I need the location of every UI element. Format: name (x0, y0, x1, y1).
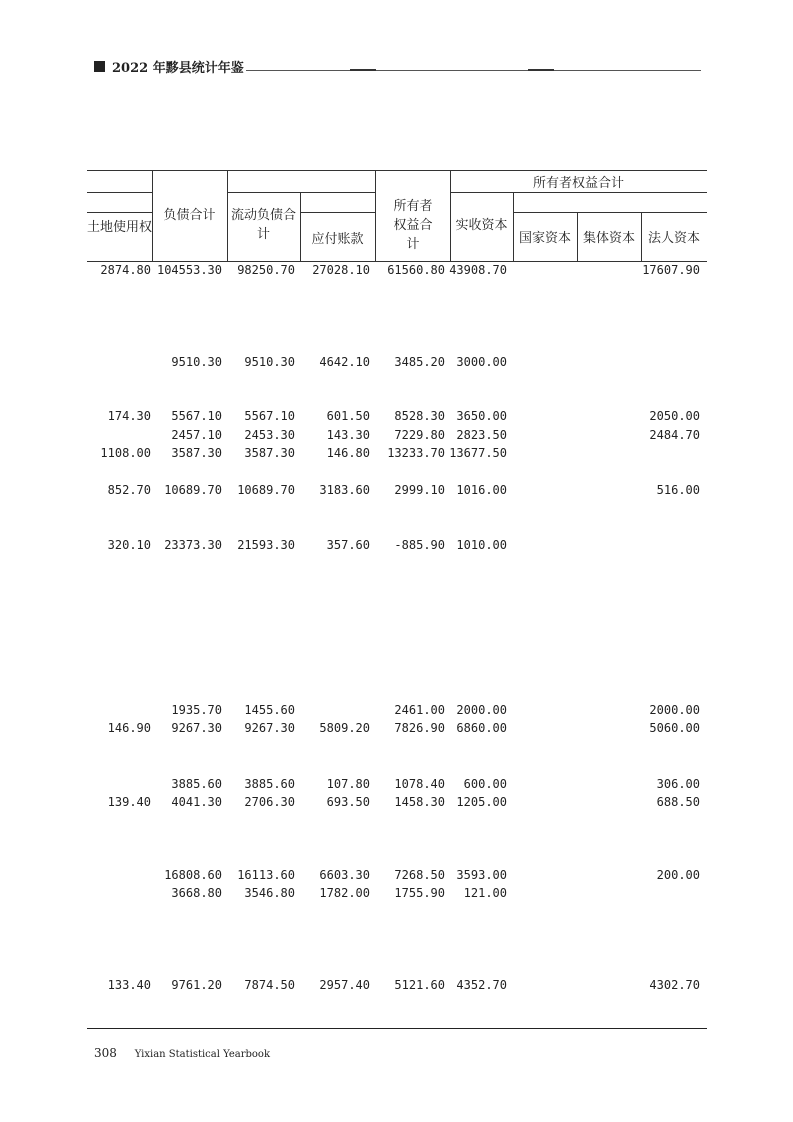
table-cell: 1455.60 (244, 703, 295, 717)
table-cell: 5567.10 (171, 409, 222, 423)
yearbook-title: 2022 年黟县统计年鉴 (112, 61, 244, 76)
table-cell: 7826.90 (394, 721, 445, 735)
table-cell: 4302.70 (649, 978, 700, 992)
table-cell: 852.70 (107, 483, 151, 497)
table-cell: 688.50 (656, 795, 700, 809)
book-title: Yixian Statistical Yearbook (134, 1049, 271, 1060)
table-row (87, 483, 707, 501)
table-cell: 21593.30 (237, 538, 295, 552)
header-accounts-payable: 应付账款 (311, 232, 364, 247)
table-cell: 104553.30 (156, 263, 222, 277)
table-cell: 3546.80 (244, 886, 295, 900)
header-total-equity: 所有者权益合计 (393, 199, 433, 252)
table-cell: 357.60 (326, 538, 370, 552)
page-footer (94, 1046, 270, 1060)
table-cell: 2000.00 (456, 703, 507, 717)
table-cell: 7268.50 (394, 868, 445, 882)
table-cell: 2999.10 (394, 483, 445, 497)
table-cell: 306.00 (656, 777, 700, 791)
table-cell: 3587.30 (171, 446, 222, 460)
table-cell: 3885.60 (244, 777, 295, 791)
table-cell: 600.00 (463, 777, 507, 791)
header-total-liabilities: 负债合计 (163, 208, 216, 223)
table-cell: 200.00 (656, 868, 700, 882)
table-cell: 1935.70 (171, 703, 222, 717)
table-row (87, 886, 707, 904)
table-cell: 3000.00 (456, 355, 507, 369)
table-cell: 1078.40 (394, 777, 445, 791)
table-cell: 3485.20 (394, 355, 445, 369)
table-cell: 13677.50 (449, 446, 507, 460)
black-square-icon (94, 61, 105, 72)
table-cell: 61560.80 (387, 263, 445, 277)
table-cell: 601.50 (326, 409, 370, 423)
table-cell: 27028.10 (312, 263, 370, 277)
table-cell: 320.10 (107, 538, 151, 552)
table-cell: 7874.50 (244, 978, 295, 992)
table-cell: 107.80 (326, 777, 370, 791)
table-cell: 3593.00 (456, 868, 507, 882)
table-row (87, 263, 707, 281)
header-rule (246, 70, 701, 71)
running-head (94, 57, 244, 76)
table-cell: 17607.90 (642, 263, 700, 277)
table-cell: 693.50 (326, 795, 370, 809)
table-cell: 3183.60 (319, 483, 370, 497)
header-collective-capital: 集体资本 (582, 231, 635, 246)
table-cell: 121.00 (463, 886, 507, 900)
table-cell: 98250.70 (237, 263, 295, 277)
header-equity-group: 所有者权益合计 (532, 176, 624, 191)
table-cell: 1782.00 (319, 886, 370, 900)
table-row (87, 703, 707, 721)
table-cell: 1205.00 (456, 795, 507, 809)
table-cell: 2874.80 (100, 263, 151, 277)
table-cell: 3668.80 (171, 886, 222, 900)
table-cell: 10689.70 (164, 483, 222, 497)
page-number: 308 (94, 1046, 117, 1060)
table-cell: 3587.30 (244, 446, 295, 460)
table-cell: 4642.10 (319, 355, 370, 369)
table-row (87, 409, 707, 427)
table-row (87, 538, 707, 556)
table-cell: 9510.30 (244, 355, 295, 369)
table-cell: 5567.10 (244, 409, 295, 423)
table-cell: 7229.80 (394, 428, 445, 442)
table-cell: 143.30 (326, 428, 370, 442)
table-cell: 2000.00 (649, 703, 700, 717)
table-cell: 1016.00 (456, 483, 507, 497)
table-cell: 1010.00 (456, 538, 507, 552)
table-row (87, 777, 707, 795)
table-cell: 1458.30 (394, 795, 445, 809)
table-cell: 4041.30 (171, 795, 222, 809)
table-cell: 10689.70 (237, 483, 295, 497)
table-cell: 4352.70 (456, 978, 507, 992)
table-cell: 5121.60 (394, 978, 445, 992)
table-row (87, 868, 707, 886)
table-cell: 2706.30 (244, 795, 295, 809)
table-cell: 6603.30 (319, 868, 370, 882)
table-cell: 5809.20 (319, 721, 370, 735)
table-row (87, 795, 707, 813)
table-cell: 2484.70 (649, 428, 700, 442)
table-cell: 3885.60 (171, 777, 222, 791)
table-cell: 6860.00 (456, 721, 507, 735)
table-cell: 1108.00 (100, 446, 151, 460)
table-cell: 2461.00 (394, 703, 445, 717)
table-cell: 5060.00 (649, 721, 700, 735)
header-current-liabilities: 流动负债合计 (230, 208, 296, 242)
table-cell: 43908.70 (449, 263, 507, 277)
header-state-capital: 国家资本 (518, 231, 571, 246)
table-header (87, 170, 707, 262)
table-cell: 3650.00 (456, 409, 507, 423)
table-row (87, 428, 707, 446)
table-row (87, 978, 707, 996)
table-cell: 2823.50 (456, 428, 507, 442)
table-cell: 2453.30 (244, 428, 295, 442)
table-cell: 146.90 (107, 721, 151, 735)
table-row (87, 355, 707, 373)
table-row (87, 721, 707, 739)
table-cell: -885.90 (394, 538, 445, 552)
header-land-use-rights: 土地使用权 (87, 220, 153, 235)
table-cell: 516.00 (656, 483, 700, 497)
table-cell: 9267.30 (244, 721, 295, 735)
table-cell: 23373.30 (164, 538, 222, 552)
table-cell: 16808.60 (164, 868, 222, 882)
table-cell: 16113.60 (237, 868, 295, 882)
table-cell: 1755.90 (394, 886, 445, 900)
header-legal-person-capital: 法人资本 (647, 231, 700, 246)
table-cell: 9267.30 (171, 721, 222, 735)
table-bottom-rule (87, 1028, 707, 1029)
table-cell: 13233.70 (387, 446, 445, 460)
table-cell: 146.80 (326, 446, 370, 460)
table-cell: 139.40 (107, 795, 151, 809)
table-cell: 133.40 (107, 978, 151, 992)
header-paid-in-capital: 实收资本 (455, 218, 508, 233)
table-row (87, 446, 707, 464)
table-cell: 2457.10 (171, 428, 222, 442)
table-cell: 2050.00 (649, 409, 700, 423)
table-cell: 2957.40 (319, 978, 370, 992)
table-cell: 8528.30 (394, 409, 445, 423)
table-cell: 174.30 (107, 409, 151, 423)
table-cell: 9761.20 (171, 978, 222, 992)
table-cell: 9510.30 (171, 355, 222, 369)
